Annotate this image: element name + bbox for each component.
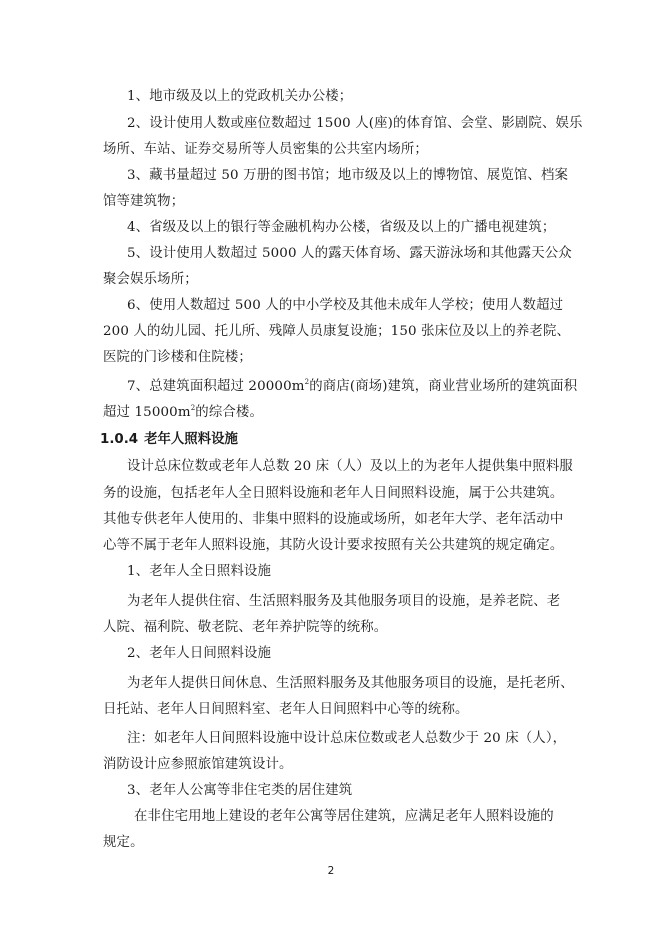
list-item-2-line-1: 2、设计使用人数或座位数超过 1500 人(座)的体育馆、会堂、影剧院、娱乐	[127, 116, 583, 131]
subsection-3-title: 3、老年人公寓等非住宅类的居住建筑	[127, 783, 353, 798]
note-line-2: 消防设计应参照旅馆建筑设计。	[103, 757, 293, 772]
paragraph-1-line-2: 务的设施，包括老年人全日照料设施和老年人日间照料设施，属于公共建筑。	[103, 486, 564, 501]
area-text-1-tail: 的商店(商场)建筑，商业营业场所的建筑面积	[309, 379, 578, 394]
superscript-2: 2	[304, 378, 310, 386]
list-item-2-line-2: 场所、车站、证券交易所等人员密集的公共室内场所；	[103, 142, 428, 157]
note-line-1: 注：如老年人日间照料设施中设计总床位数或老人总数少于 20 床（人），	[127, 731, 567, 746]
section-title: 老年人照料设施	[144, 432, 238, 447]
area-text-2-tail: 的综合楼。	[195, 405, 263, 420]
page-number: 2	[327, 865, 335, 877]
list-item-6-line-3: 医院的门诊楼和住院楼；	[103, 350, 252, 365]
list-item-6-line-2: 200 人的幼儿园、托儿所、残障人员康复设施；150 张床位及以上的养老院、	[103, 324, 571, 339]
section-heading	[100, 431, 238, 449]
paragraph-1-line-1: 设计总床位数或老年人总数 20 床（人）及以上的为老年人提供集中照料服	[127, 459, 573, 474]
list-item-3-line-1: 3、藏书量超过 50 万册的图书馆；地市级及以上的博物馆、展览馆、档案	[127, 168, 569, 183]
subsection-3-line-1: 在非住宅用地上建设的老年公寓等居住建筑，应满足老年人照料设施的	[134, 809, 554, 824]
section-number: 1.0.4	[100, 432, 139, 447]
paragraph-1-line-4: 心等不属于老年人照料设施，其防火设计要求按照有关公共建筑的规定确定。	[103, 538, 564, 553]
subsection-1-line-2: 人院、福利院、敬老院、老年养护院等的统称。	[103, 620, 388, 635]
subsection-2-line-1: 为老年人提供日间休息、生活照料服务及其他服务项目的设施，是托老所、	[127, 676, 574, 691]
list-item-4-line-1: 4、省级及以上的银行等金融机构办公楼，省级及以上的广播电视建筑；	[127, 220, 556, 235]
subsection-1-title: 1、老年人全日照料设施	[127, 564, 272, 579]
list-item-5-line-1: 5、设计使用人数超过 5000 人的露天体育场、露天游泳场和其他露天公众	[127, 246, 572, 261]
list-item-7-line-1	[127, 378, 577, 396]
list-item-1-line-1: 1、地市级及以上的党政机关办公楼；	[127, 89, 353, 104]
list-item-3-line-2: 馆等建筑物；	[103, 194, 185, 209]
list-item-5-line-2: 聚会娱乐场所；	[103, 272, 198, 287]
subsection-3-line-2: 规定。	[103, 835, 144, 850]
area-text-1: 7、总建筑面积超过 20000m	[127, 379, 305, 394]
area-text-2: 超过 15000m	[103, 405, 191, 420]
list-item-6-line-1: 6、使用人数超过 500 人的中小学校及其他未成年人学校；使用人数超过	[127, 298, 564, 313]
subsection-2-line-2: 日托站、老年人日间照料室、老年人日间照料中心等的统称。	[103, 702, 469, 717]
paragraph-1-line-3: 其他专供老年人使用的、非集中照料的设施或场所，如老年大学、老年活动中	[103, 512, 564, 527]
subsection-1-line-1: 为老年人提供住宿、生活照料服务及其他服务项目的设施，是养老院、老	[127, 594, 561, 609]
superscript-2: 2	[190, 404, 196, 412]
subsection-2-title: 2、老年人日间照料设施	[127, 646, 272, 661]
list-item-7-line-2	[103, 404, 263, 422]
